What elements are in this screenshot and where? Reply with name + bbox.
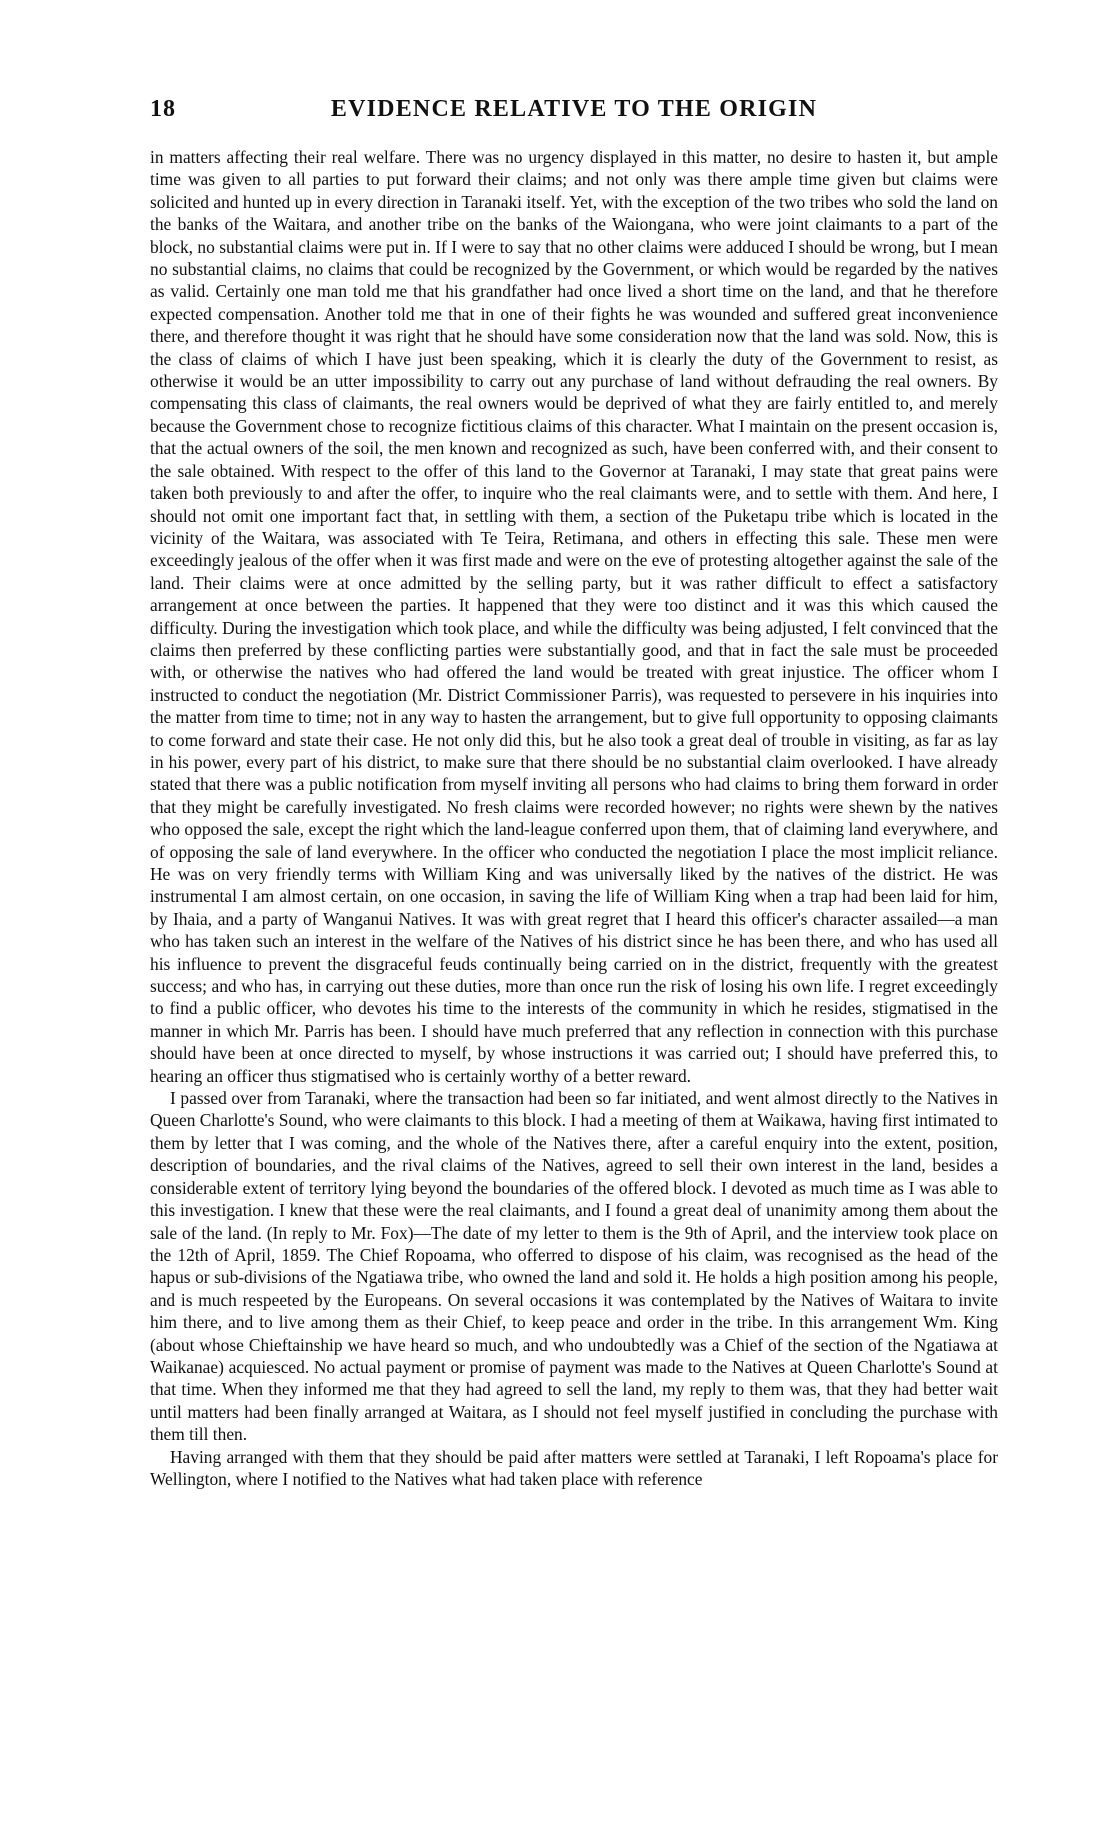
paragraph: in matters affecting their real welfare. There was no urgency displayed in this matter, no desire to hasten it, but ample time was given to all parties to put forward their claims; and not only was there ample time given but claims were solicited and hunted up in every direction in Taranaki itself. Yet, with the exception of the two tribes who sold the land on the banks of the Waitara, and another tribe on the banks of the Waiongana, who were joint claimants to a part of the block, no substantial claims were put in. If I were to say that no other claims were adduced I should be wrong, but I mean no substantial claims, no claims that could be recognized by the Government, or which would be regarded by the natives as valid. Certainly one man told me that his grandfather had once lived a short time on the land, and that he therefore expected compensation. Another told me that in one of their fights he was wounded and suffered great inconvenience there, and therefore thought it was right that he should have some consideration now that the land was sold. Now, this is the class of claims of which I have just been speaking, which it is clearly the duty of the Government to resist, as otherwise it would be an utter impossibility to carry out any purchase of land without defrauding the real owners. By compensating this class of claimants, the real owners would be deprived of what they are fairly entitled to, and merely because the Government chose to recognize fictitious claims of this character. What I maintain on the present occasion is, that the actual owners of the soil, the men known and recognized as such, have been conferred with, and their consent to the sale obtained. With respect to the offer of this land to the Governor at Taranaki, I may state that great pains were taken both previously to and after the offer, to inquire who the real claimants were, and to settle with them. And here, I should not omit one important fact that, in settling with them, a section of the Puketapu tribe which is located in the vicinity of the Waitara, was associated with Te Teira, Retimana, and others in effecting this sale. These men were exceedingly jealous of the offer when it was first made and were on the eve of protesting altogether against the sale of the land. Their claims were at once admitted by the selling party, but it was rather difficult to effect a satisfactory arrangement at once between the parties. It happened that they were too distinct and it was this which caused the difficulty. During the investigation which took place, and while the difficulty was being adjusted, I felt convinced that the claims then preferred by these conflicting parties were substantially good, and that in fact the sale must be proceeded with, or otherwise the natives who had offered the land would be treated with great injustice. The officer whom I instructed to conduct the negotiation (Mr. District Commissioner Parris), was requested to persevere in his inquiries into the matter from time to time; not in any way to hasten the arrangement, but to give full opportunity to opposing claimants to come forward and state their case. He not only did this, but he also took a great deal of trouble in visiting, as far as lay in his power, every part of his district, to make sure that there should be no substantial claim overlooked. I have already stated that there was a public notification from myself inviting all persons who had claims to bring them forward in order that they might be carefully investigated. No fresh claims were recorded however; no rights were shewn by the natives who opposed the sale, except the right which the land-league conferred upon them, that of claiming land everywhere, and of opposing the sale of land everywhere. In the officer who conducted the negotiation I place the most implicit reliance. He was on very friendly terms with William King and was universally liked by the natives of the district. He was instrumental I am almost certain, on one occasion, in saving the life of William King when a trap had been laid for him, by Ihaia, and a party of Wanganui Natives. It was with great regret that I heard this officer's character assailed—a man who has taken such an interest in the welfare of the Natives of his district since he has been there, and who has used all his influence to prevent the disgraceful feuds continually being carried on in the district, frequently with the greatest success; and who has, in carrying out these duties, more than once run the risk of losing his own life. I regret exceedingly to find a public officer, who devotes his time to the interests of the community in which he resides, stigmatised in the manner in which Mr. Parris has been. I should have much preferred that any reflection in connection with this purchase should have been at once directed to myself, by whose instructions it was carried out; I should have preferred this, to hearing an officer thus stigmatised who is certainly worthy of a better reward. — [150, 147, 998, 1086]
page-header — [150, 96, 998, 136]
running-title: EVIDENCE RELATIVE TO THE ORIGIN — [330, 96, 818, 122]
paragraph: I passed over from Taranaki, where the transaction had been so far initiated, and went almost directly to the Natives in Queen Charlotte's Sound, who were claimants to this block. I had a meeting of them at Waikawa, having first intimated to them by letter that I was coming, and the whole of the Natives there, after a careful enquiry into the extent, position, description of boundaries, and the rival claims of the Natives, agreed to sell their own interest in the land, besides a considerable extent of territory lying beyond the boundaries of the offered block. I devoted as much time as I was able to this investigation. I knew that these were the real claimants, and I found a great deal of unanimity among them about the sale of the land. (In reply to Mr. Fox)—The date of my letter to them is the 9th of April, and the interview took place on the 12th of April, 1859. The Chief Ropoama, who offerred to dispose of his claim, was recognised as the head of the hapus or sub-divisions of the Ngatiawa tribe, who owned the land and sold it. He holds a high position among his people, and is much respeeted by the Europeans. On several occasions it was contemplated by the Natives of Waitara to invite him there, and to live among them as their Chief, to keep peace and order in the tribe. In this arrangement Wm. King (about whose Chieftainship we have heard so much, and who undoubtedly was a Chief of the section of the Ngatiawa at Waikanae) acquiesced. No actual payment or promise of payment was made to the Natives at Queen Charlotte's Sound at that time. When they informed me that they had agreed to sell the land, my reply to them was, that they had better wait until matters had been finally arranged at Waitara, as I should not feel myself justified in concluding the purchase with them till then. — [150, 1088, 998, 1445]
page-number: 18 — [150, 96, 176, 122]
document-page — [150, 96, 998, 1490]
paragraph: Having arranged with them that they should be paid after matters were settled at Taranaki, I left Ropoama's place for Wellington, where I notified to the Natives what had taken place with reference — [150, 1446, 998, 1489]
body-text — [150, 146, 998, 1490]
